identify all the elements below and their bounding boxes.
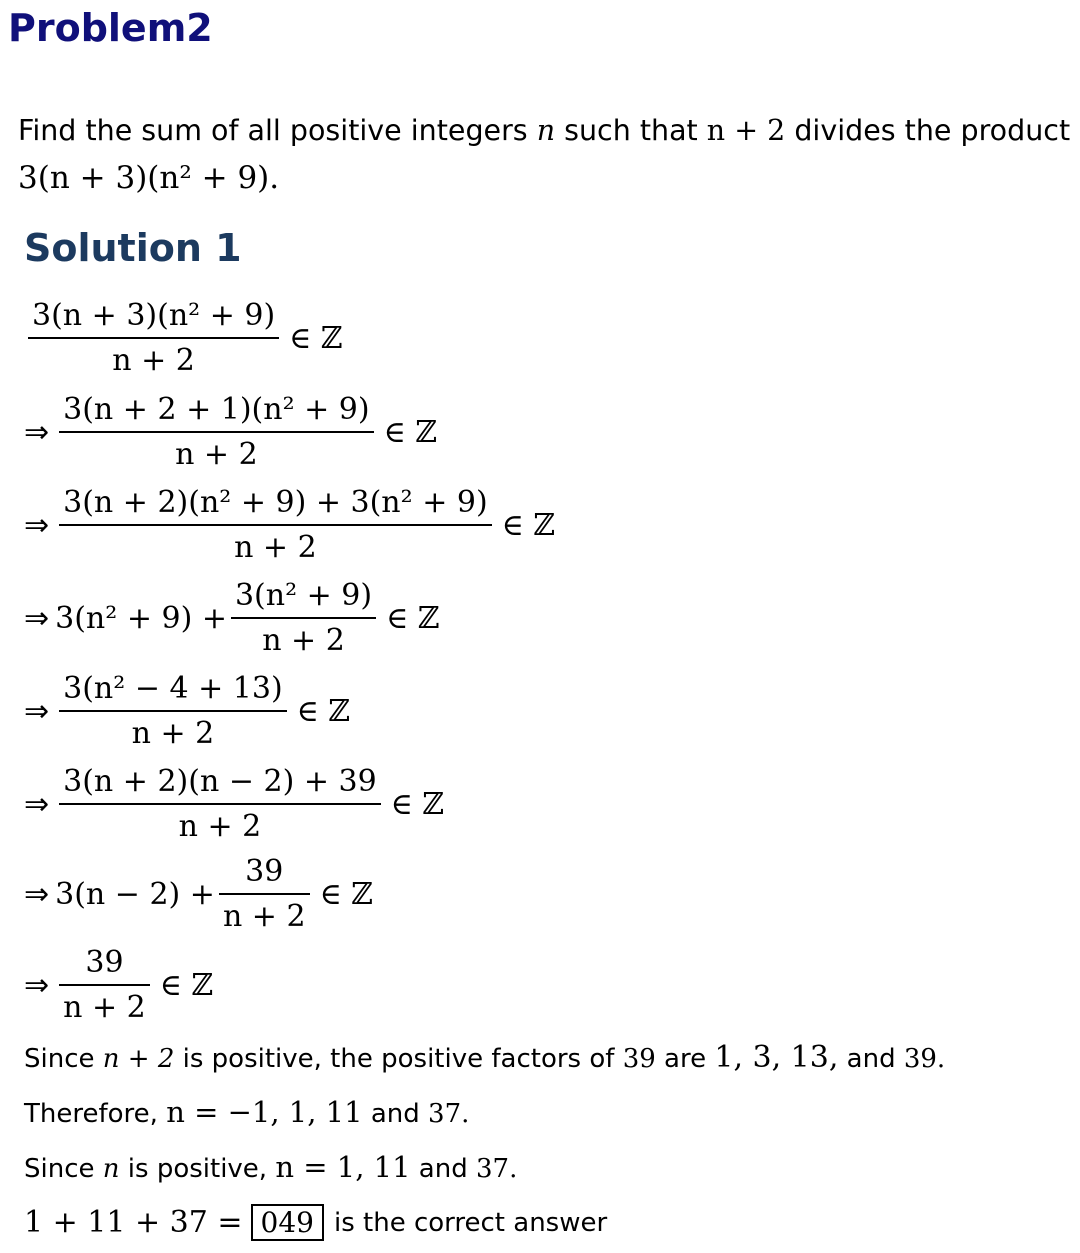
element-of-integers: ∈ ℤ [390, 786, 445, 822]
conclusion-math: n = −1, 1, 11 [166, 1095, 363, 1129]
fraction [30, 298, 277, 378]
conclusion-text: Since [24, 1044, 95, 1074]
answer-box: 049 [251, 1204, 324, 1241]
final-answer-line [24, 1204, 607, 1241]
denominator: n + 2 [231, 617, 376, 658]
final-expression: 1 + 11 + 37 = [24, 1205, 243, 1240]
conclusion-text: Since [24, 1154, 95, 1184]
implies-arrow: ⇒ [24, 967, 50, 1003]
solution-step [24, 485, 555, 565]
solution-heading: Solution 1 [24, 226, 242, 270]
fraction [61, 485, 490, 565]
fraction [61, 945, 148, 1025]
problem-text: divides the product [794, 114, 1071, 147]
solution-step [24, 671, 350, 751]
step-prefix: 3(n² + 9) + [55, 600, 227, 636]
solution-step [24, 945, 213, 1025]
solution-step [24, 392, 437, 472]
element-of-integers: ∈ ℤ [383, 414, 438, 450]
conclusion-text: is positive, the positive factors of [182, 1044, 615, 1074]
conclusion-line-1 [24, 1040, 945, 1075]
conclusion-text: Therefore, [24, 1099, 158, 1129]
fraction [221, 854, 308, 934]
conclusion-line-3 [24, 1150, 517, 1184]
page-title: Problem2 [8, 6, 213, 50]
problem-statement-line-2: 3(n + 3)(n² + 9). [18, 160, 280, 196]
implies-arrow: ⇒ [24, 876, 50, 912]
conclusion-text: are [664, 1044, 707, 1074]
fraction [61, 764, 379, 844]
element-of-integers: ∈ ℤ [386, 600, 440, 636]
denominator: n + 2 [219, 893, 310, 934]
problem-text: Find the sum of all positive integers [18, 114, 528, 147]
conclusion-text: and [418, 1154, 468, 1184]
numerator: 3(n + 2)(n² + 9) + 3(n² + 9) [63, 485, 488, 520]
problem-statement-line-1 [18, 114, 1070, 147]
element-of-integers: ∈ ℤ [501, 507, 556, 543]
conclusion-math: n [102, 1154, 120, 1184]
conclusion-text: and [846, 1044, 896, 1074]
problem-text: such that [564, 114, 698, 147]
numerator: 3(n² + 9) [234, 578, 373, 613]
conclusion-text: and [370, 1099, 420, 1129]
conclusion-math: n + 2 [102, 1044, 175, 1074]
fraction [61, 671, 285, 751]
problem-math: n + 2 [706, 114, 786, 147]
numerator: 3(n² − 4 + 13) [63, 671, 283, 706]
numerator: 39 [245, 854, 284, 889]
element-of-integers: ∈ ℤ [296, 693, 351, 729]
numerator: 3(n + 3)(n² + 9) [32, 298, 276, 333]
problem-math: n [536, 114, 556, 147]
element-of-integers: ∈ ℤ [289, 320, 343, 356]
conclusion-math: 37. [428, 1099, 470, 1129]
denominator: n + 2 [59, 710, 287, 751]
element-of-integers: ∈ ℤ [319, 876, 374, 912]
implies-arrow: ⇒ [24, 600, 50, 636]
solution-step [24, 298, 343, 378]
implies-arrow: ⇒ [24, 693, 50, 729]
denominator: n + 2 [59, 984, 150, 1025]
solution-step [24, 578, 440, 658]
element-of-integers: ∈ ℤ [159, 967, 214, 1003]
step-prefix: 3(n − 2) + [55, 876, 215, 912]
solution-step [24, 764, 444, 844]
conclusion-text: is positive, [127, 1154, 268, 1184]
conclusion-math: 39 [622, 1044, 656, 1074]
conclusion-math: 1, 3, 13, [714, 1040, 839, 1075]
denominator: n + 2 [28, 337, 279, 378]
fraction [233, 578, 374, 658]
denominator: n + 2 [59, 524, 492, 565]
conclusion-math: 37. [475, 1154, 518, 1184]
conclusion-math: 39. [903, 1044, 946, 1074]
fraction [61, 392, 371, 472]
denominator: n + 2 [59, 431, 373, 472]
solution-step [24, 854, 373, 934]
numerator: 3(n + 2 + 1)(n² + 9) [63, 392, 370, 427]
numerator: 39 [85, 945, 124, 980]
implies-arrow: ⇒ [24, 786, 50, 822]
numerator: 3(n + 2)(n − 2) + 39 [63, 764, 377, 799]
conclusion-math: n = 1, 11 [275, 1150, 411, 1184]
implies-arrow: ⇒ [24, 507, 50, 543]
denominator: n + 2 [59, 803, 381, 844]
final-text: is the correct answer [333, 1207, 608, 1238]
conclusion-line-2 [24, 1095, 469, 1129]
implies-arrow: ⇒ [24, 414, 50, 450]
